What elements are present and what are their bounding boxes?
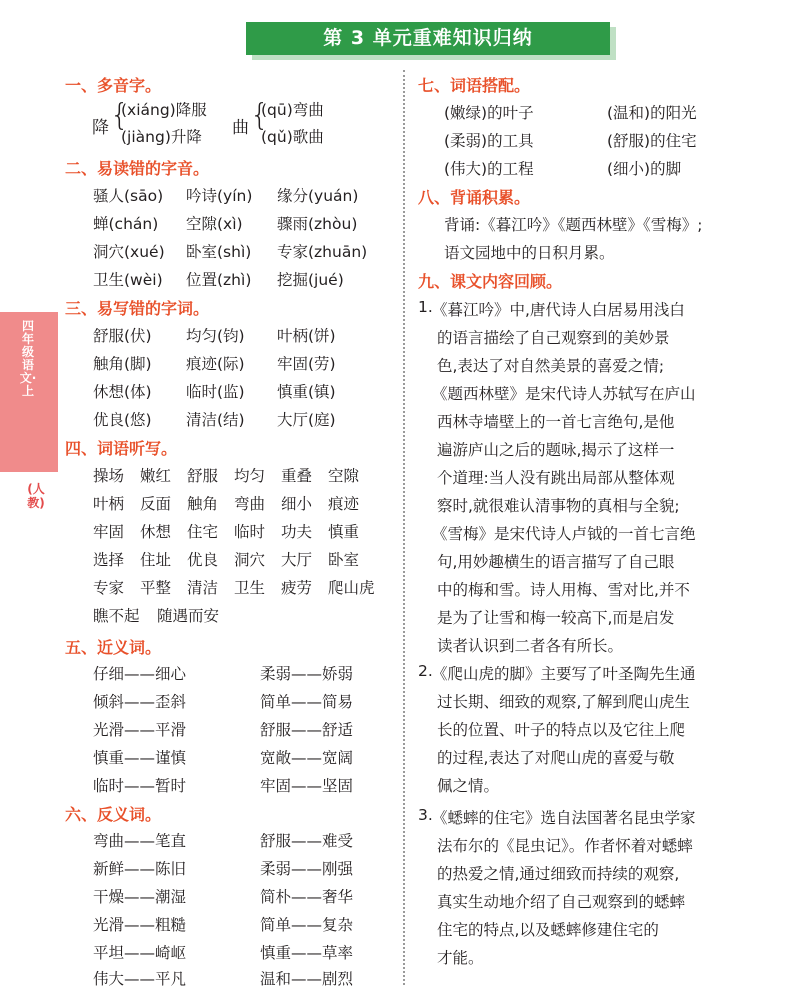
antonym-pair: 慎重——草率: [260, 944, 354, 962]
dictation-word: 均匀: [234, 467, 266, 485]
paragraph-number: 3.: [418, 806, 433, 824]
collocation-item: (舒服)的住宅: [607, 132, 697, 150]
misspell-item: 大厅(庭): [277, 411, 336, 429]
side-tab-publisher: (人教): [27, 482, 45, 510]
antonym-pair: 新鲜——陈旧: [93, 860, 187, 878]
section-title-review: 九、课文内容回顾。: [418, 272, 563, 291]
polyphonic-reading-2a: (qū)弯曲: [261, 101, 324, 119]
collocation-item: (细小)的脚: [607, 160, 682, 178]
misspell-item: 舒服(伏): [93, 327, 152, 345]
dictation-word: 触角: [187, 495, 219, 513]
section-title-pronunciation: 二、易读错的字音。: [65, 159, 210, 178]
header-banner: [246, 22, 616, 60]
side-tab-label: 四年级语文·上: [19, 319, 37, 398]
antonym-pair: 干燥——潮湿: [93, 888, 187, 906]
synonym-pair: 牢固——坚固: [260, 777, 354, 795]
dictation-word: 住宅: [187, 523, 219, 541]
dictation-word: 优良: [187, 551, 219, 569]
dictation-word: 慎重: [328, 523, 360, 541]
pron-item: 空隙(xì): [186, 215, 243, 233]
section-title-dictation: 四、词语听写。: [65, 439, 178, 458]
dictation-word: 操场: [93, 467, 125, 485]
synonym-pair: 倾斜——歪斜: [93, 693, 187, 711]
paragraph-line: 法布尔的《昆虫记》。作者怀着对蟋蟀: [437, 837, 693, 855]
dictation-word: 卧室: [328, 551, 360, 569]
antonym-pair: 简朴——奢华: [260, 888, 354, 906]
antonym-pair: 伟大——平凡: [93, 970, 187, 988]
dictation-word: 弯曲: [234, 495, 266, 513]
dictation-word: 卫生: [234, 579, 266, 597]
recitation-line: 背诵:《暮江吟》《题西林壁》《雪梅》;: [444, 216, 703, 234]
pron-item: 蝉(chán): [93, 215, 159, 233]
paragraph-number: 1.: [418, 298, 433, 316]
dictation-word: 细小: [281, 495, 313, 513]
paragraph-line: 长的位置、叶子的特点以及它往上爬: [437, 721, 686, 739]
misspell-item: 清洁(结): [186, 411, 245, 429]
misspell-item: 慎重(镇): [277, 383, 336, 401]
pron-item: 卧室(shì): [186, 243, 252, 261]
paragraph-line: 察时,就很难认清事物的真相与全貌;: [437, 497, 680, 515]
pron-item: 专家(zhuān): [277, 243, 368, 261]
polyphonic-char-2: 曲: [232, 118, 249, 138]
polyphonic-reading-1b: (jiàng)升降: [121, 128, 202, 146]
dictation-word: 牢固: [93, 523, 125, 541]
paragraph-line: 是为了让雪和梅一较高下,而是启发: [437, 609, 675, 627]
dictation-word: 大厅: [281, 551, 313, 569]
misspell-item: 触角(脚): [93, 355, 152, 373]
dictation-word: 随遇而安: [157, 607, 220, 625]
polyphonic-reading-2b: (qǔ)歌曲: [261, 128, 324, 146]
section-title-polyphonic: 一、多音字。: [65, 76, 162, 95]
paragraph-line: 句,用妙趣横生的语言描写了自己眼: [437, 553, 675, 571]
paragraph-line: 住宅的特点,以及蟋蟀修建住宅的: [437, 921, 659, 939]
paragraph-number: 2.: [418, 662, 433, 680]
paragraph-line: 读者认识到二者各有所长。: [437, 637, 624, 655]
dictation-word: 瞧不起: [93, 607, 140, 625]
dictation-word: 清洁: [187, 579, 219, 597]
dictation-word: 空隙: [328, 467, 360, 485]
dictation-word: 临时: [234, 523, 266, 541]
synonym-pair: 临时——暂时: [93, 777, 187, 795]
side-tab: [0, 312, 58, 472]
paragraph-line: 个道理:当人没有跳出局部从整体观: [437, 469, 675, 487]
pron-item: 吟诗(yín): [186, 187, 253, 205]
misspell-item: 均匀(钧): [186, 327, 245, 345]
dictation-word: 重叠: [281, 467, 313, 485]
polyphonic-char-1: 降: [92, 118, 109, 138]
collocation-item: (嫩绿)的叶子: [444, 104, 534, 122]
misspell-item: 临时(监): [186, 383, 245, 401]
pron-item: 缘分(yuán): [277, 187, 359, 205]
polyphonic-reading-1a: (xiáng)降服: [121, 101, 207, 119]
paragraph-line: 《蟋蟀的住宅》选自法国著名昆虫学家: [432, 809, 696, 827]
dictation-word: 疲劳: [281, 579, 313, 597]
collocation-item: (伟大)的工程: [444, 160, 534, 178]
antonym-pair: 简单——复杂: [260, 916, 354, 934]
paragraph-line: 中的梅和雪。诗人用梅、雪对比,并不: [437, 581, 690, 599]
dictation-word: 平整: [140, 579, 172, 597]
synonym-pair: 宽敞——宽阔: [260, 749, 354, 767]
antonym-pair: 弯曲——笔直: [93, 832, 187, 850]
dictation-word: 住址: [140, 551, 172, 569]
page-title: 第 3 单元重难知识归纳: [246, 22, 610, 55]
misspell-item: 休想(体): [93, 383, 152, 401]
dictation-word: 选择: [93, 551, 125, 569]
collocation-item: (柔弱)的工具: [444, 132, 534, 150]
misspell-item: 痕迹(际): [186, 355, 245, 373]
dictation-word: 痕迹: [328, 495, 360, 513]
section-title-misspelled: 三、易写错的字词。: [65, 299, 210, 318]
paragraph-line: 色,表达了对自然美景的喜爱之情;: [437, 357, 665, 375]
section-title-recitation: 八、背诵积累。: [418, 188, 531, 207]
synonym-pair: 柔弱——娇弱: [260, 665, 354, 683]
dictation-word: 休想: [140, 523, 172, 541]
antonym-pair: 柔弱——刚强: [260, 860, 354, 878]
misspell-item: 牢固(劳): [277, 355, 336, 373]
column-divider: [403, 70, 405, 985]
paragraph-line: 《题西林壁》是宋代诗人苏轼写在庐山: [432, 385, 696, 403]
section-title-collocations: 七、词语搭配。: [418, 76, 531, 95]
pron-item: 骚人(sāo): [93, 187, 164, 205]
paragraph-line: 才能。: [437, 949, 484, 967]
dictation-word: 专家: [93, 579, 125, 597]
dictation-word: 舒服: [187, 467, 219, 485]
paragraph-line: 真实生动地介绍了自己观察到的蟋蟀: [437, 893, 686, 911]
section-title-antonyms: 六、反义词。: [65, 805, 162, 824]
paragraph-line: 的热爱之情,通过细致而持续的观察,: [437, 865, 680, 883]
pron-item: 卫生(wèi): [93, 271, 163, 289]
paragraph-line: 《爬山虎的脚》主要写了叶圣陶先生通: [432, 665, 696, 683]
paragraph-line: 的语言描绘了自己观察到的美妙景: [437, 329, 670, 347]
paragraph-line: 《暮江吟》中,唐代诗人白居易用浅白: [432, 301, 685, 319]
misspell-item: 优良(悠): [93, 411, 152, 429]
antonym-pair: 温和——剧烈: [260, 970, 354, 988]
paragraph-line: 《雪梅》是宋代诗人卢钺的一首七言绝: [432, 525, 696, 543]
synonym-pair: 舒服——舒适: [260, 721, 354, 739]
collocation-item: (温和)的阳光: [607, 104, 697, 122]
synonym-pair: 光滑——平滑: [93, 721, 187, 739]
pron-item: 挖掘(jué): [277, 271, 344, 289]
antonym-pair: 平坦——崎岖: [93, 944, 187, 962]
dictation-word: 洞穴: [234, 551, 266, 569]
paragraph-line: 的过程,表达了对爬山虎的喜爱与敬: [437, 749, 675, 767]
section-title-synonyms: 五、近义词。: [65, 638, 162, 657]
dictation-word: 爬山虎: [328, 579, 375, 597]
dictation-word: 叶柄: [93, 495, 125, 513]
brace-1: {: [110, 98, 130, 133]
dictation-word: 反面: [140, 495, 172, 513]
paragraph-line: 过长期、细致的观察,了解到爬山虎生: [437, 693, 690, 711]
synonym-pair: 仔细——细心: [93, 665, 187, 683]
synonym-pair: 简单——简易: [260, 693, 354, 711]
paragraph-line: 西林寺墙壁上的一首七言绝句,是他: [437, 413, 675, 431]
pron-item: 位置(zhì): [186, 271, 252, 289]
dictation-word: 嫩红: [140, 467, 172, 485]
brace-2: {: [250, 98, 270, 133]
recitation-line: 语文园地中的日积月累。: [444, 244, 615, 262]
pron-item: 骤雨(zhòu): [277, 215, 358, 233]
synonym-pair: 慎重——谨慎: [93, 749, 187, 767]
pron-item: 洞穴(xué): [93, 243, 165, 261]
paragraph-line: 佩之情。: [437, 777, 500, 795]
antonym-pair: 光滑——粗糙: [93, 916, 187, 934]
paragraph-line: 遍游庐山之后的题咏,揭示了这样一: [437, 441, 675, 459]
misspell-item: 叶柄(饼): [277, 327, 336, 345]
antonym-pair: 舒服——难受: [260, 832, 354, 850]
dictation-word: 功夫: [281, 523, 313, 541]
